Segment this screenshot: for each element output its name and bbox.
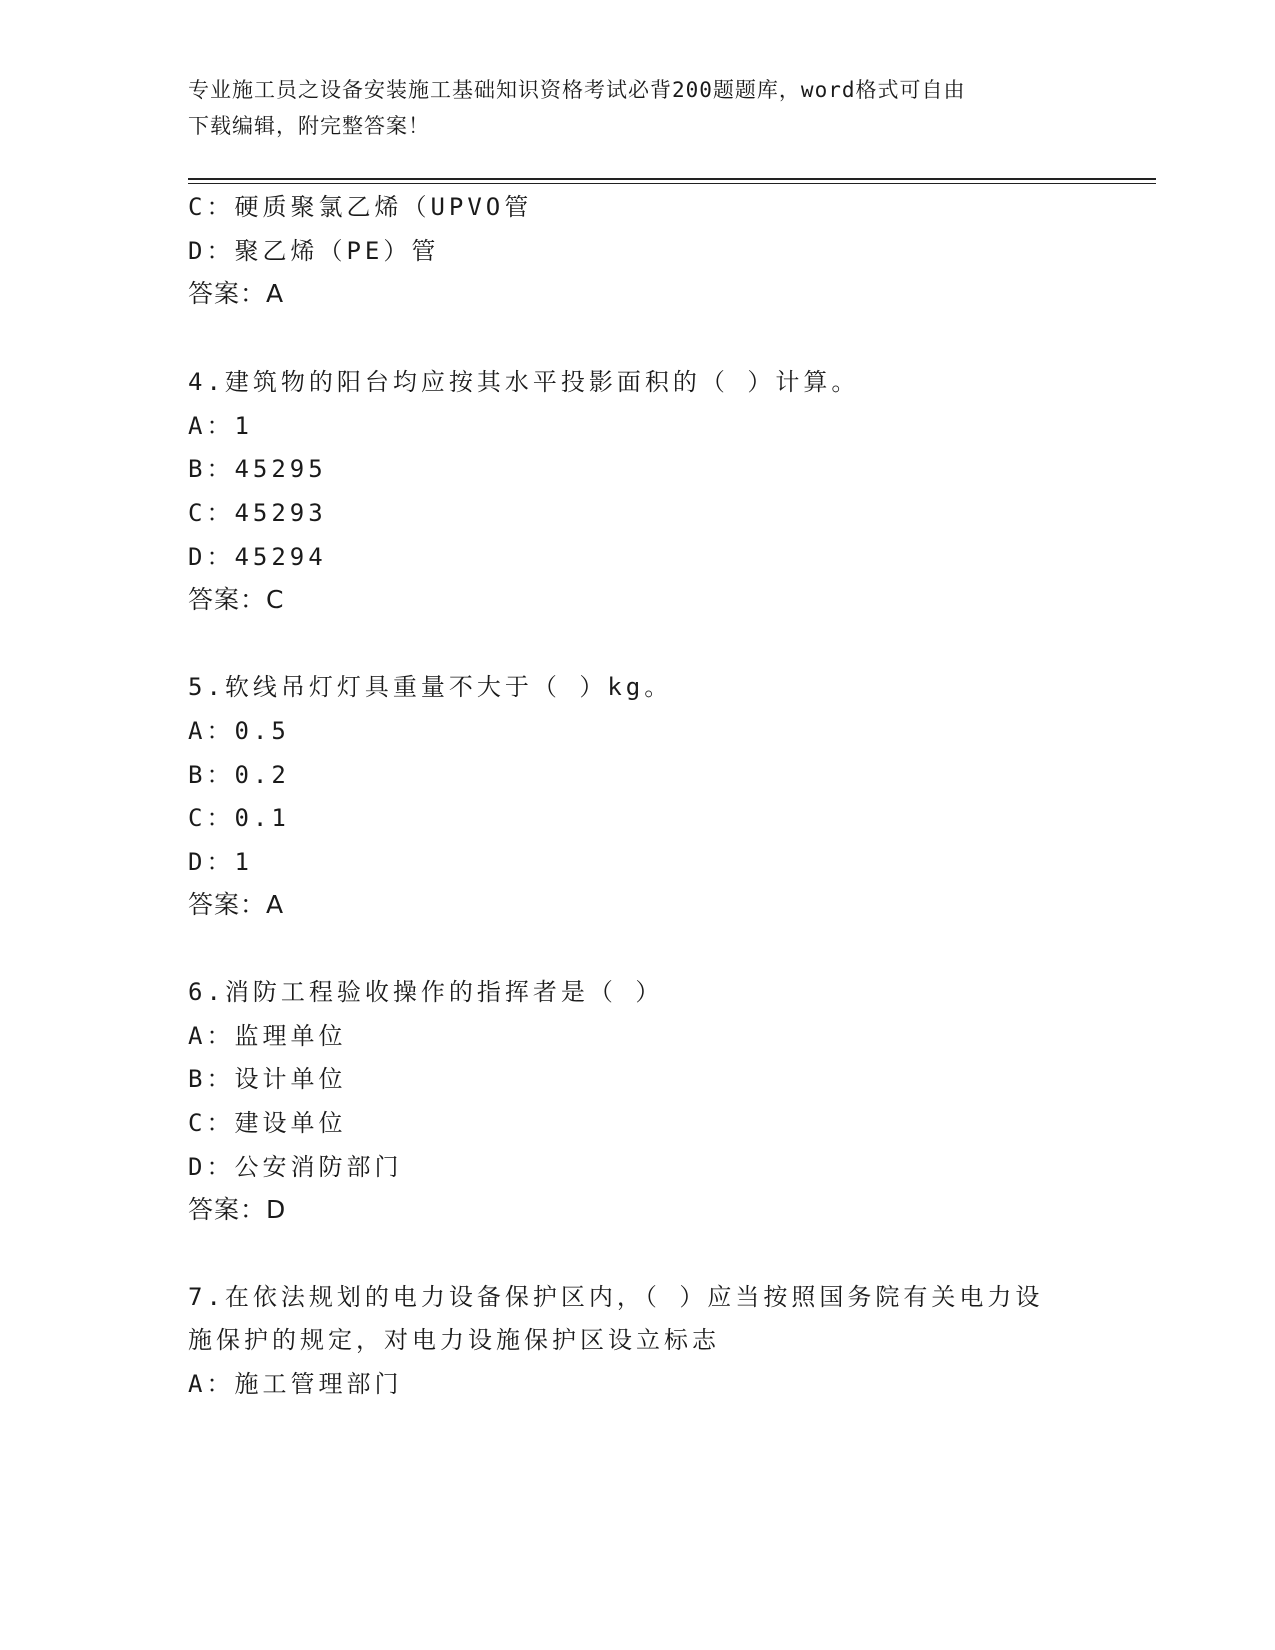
q4-option-a: A：1 bbox=[188, 412, 253, 440]
q6-option-b: B：设计单位 bbox=[188, 1065, 347, 1093]
q4-option-d: D：45294 bbox=[188, 543, 327, 571]
q6-option-a: A：监理单位 bbox=[188, 1022, 347, 1050]
header-title-line-2: 下载编辑，附完整答案！ bbox=[188, 114, 430, 138]
document-header bbox=[188, 72, 1088, 144]
q5-answer: 答案：A bbox=[188, 890, 285, 919]
q5-option-b: B：0.2 bbox=[188, 761, 290, 789]
q7-question-line-1: 7.在依法规划的电力设备保护区内，（ ）应当按照国务院有关电力设 bbox=[188, 1283, 1044, 1311]
q4-answer: 答案：C bbox=[188, 585, 285, 614]
header-divider-thick bbox=[188, 178, 1156, 180]
q4-option-b: B：45295 bbox=[188, 455, 327, 483]
q6-option-d: D：公安消防部门 bbox=[188, 1153, 403, 1181]
q5-option-d: D：1 bbox=[188, 848, 253, 876]
q6-option-c: C：建设单位 bbox=[188, 1109, 347, 1137]
q3-option-d: D：聚乙烯（PE）管 bbox=[188, 237, 440, 265]
q5-option-a: A：0.5 bbox=[188, 717, 290, 745]
q4-question: 4.建筑物的阳台均应按其水平投影面积的（ ）计算。 bbox=[188, 368, 860, 396]
q4-option-c: C：45293 bbox=[188, 499, 327, 527]
q5-question: 5.软线吊灯灯具重量不大于（ ）kg。 bbox=[188, 673, 673, 701]
q5-option-c: C：0.1 bbox=[188, 804, 290, 832]
header-divider-thin bbox=[188, 183, 1156, 184]
q7-option-a: A：施工管理部门 bbox=[188, 1370, 403, 1398]
q7-question-line-2: 施保护的规定，对电力设施保护区设立标志 bbox=[188, 1326, 720, 1354]
q6-question: 6.消防工程验收操作的指挥者是（ ） bbox=[188, 978, 664, 1006]
q3-option-c: C：硬质聚氯乙烯（UPVO管 bbox=[188, 193, 533, 221]
q6-answer: 答案：D bbox=[188, 1195, 287, 1224]
q3-answer: 答案：A bbox=[188, 279, 285, 308]
header-title-line-1: 专业施工员之设备安装施工基础知识资格考试必背200题题库，word格式可自由 bbox=[188, 78, 966, 102]
